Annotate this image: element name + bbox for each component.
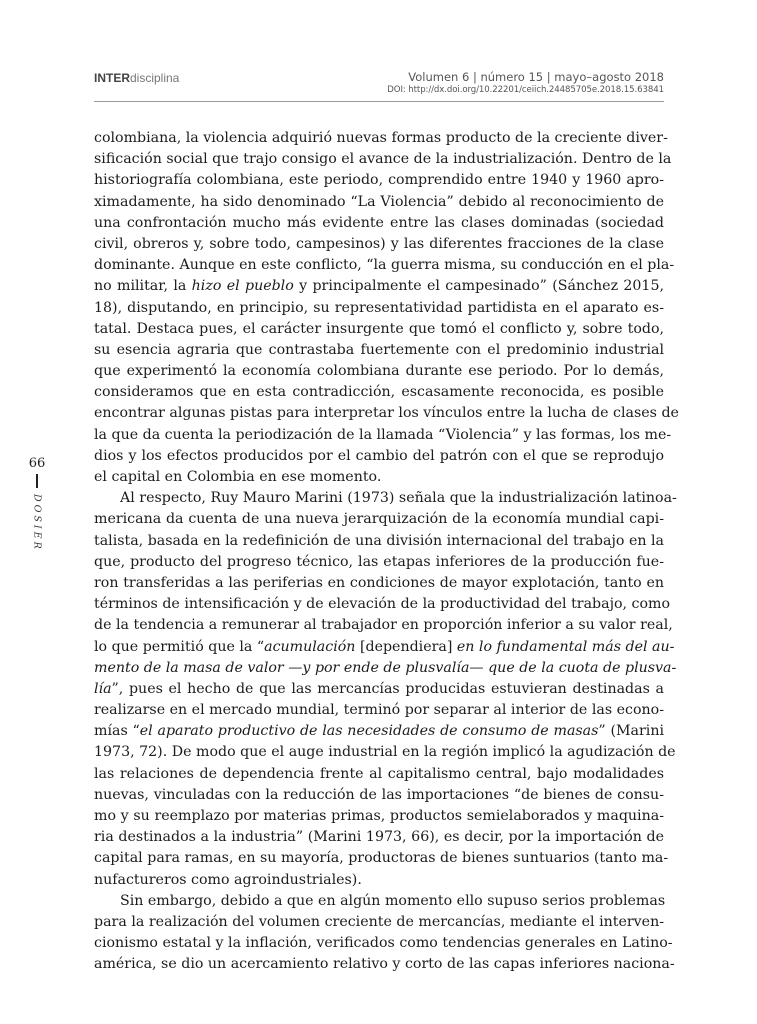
text-line [94, 488, 677, 509]
text-run: sificación social que trajo consigo el avance de la industrialización. Dentro de la [94, 151, 672, 168]
text-run: mías “ [94, 723, 140, 740]
text-run: y principalmente el campesinado” (Sánchez 2015, [293, 278, 664, 295]
text-line [94, 679, 664, 700]
text-line [94, 721, 664, 742]
text-line [94, 403, 679, 424]
text-line [94, 573, 664, 594]
text-run: capital para ramas, en su mayoría, productoras de bienes suntuarios (tanto ma- [94, 850, 669, 867]
text-run: talista, basada en la redefinición de una división internacional del trabajo en la [94, 532, 664, 549]
text-line [94, 870, 664, 891]
text-line [94, 192, 664, 213]
text-run: ria destinados a la industria” (Marini 1973, 66), es decir, por la importación de [94, 829, 664, 846]
text-run: lo que permitió que la “ [94, 638, 265, 655]
italic-text: lía [94, 680, 112, 697]
text-run: las relaciones de dependencia frente al capitalismo central, bajo modalidades [94, 765, 664, 782]
article-body [94, 128, 679, 976]
text-run: 1973, 72). De modo que el auge industrial en la región implicó la agudización de [94, 744, 676, 761]
text-line [94, 594, 671, 615]
text-line [94, 615, 673, 636]
text-run: el capital en Colombia en ese momento. [94, 469, 382, 485]
text-run: su esencia agraria que contrastaba fuertemente con el predominio industrial [94, 341, 664, 358]
margin-bar [36, 474, 38, 488]
text-line [94, 340, 664, 361]
section-label: DOSIER [31, 494, 43, 552]
text-run: dominante. Aunque en este conflicto, “la guerra misma, su conducción en el pla- [94, 257, 675, 274]
page-margin-marker [26, 455, 48, 552]
text-run: 18), disputando, en principio, su representatividad partidista en el aparato es- [94, 299, 664, 316]
text-line [94, 658, 677, 679]
text-line [94, 128, 668, 149]
text-line [94, 764, 664, 785]
text-line [94, 425, 672, 446]
text-line [94, 467, 664, 488]
text-run: nuevas, vinculadas con la reducción de las importaciones “de bienes de consu- [94, 786, 664, 803]
italic-text: el aparato productivo de las necesidades de consumo de masas [139, 723, 599, 740]
text-run: no militar, la [94, 278, 192, 295]
text-run: civil, obreros y, sobre todo, campesinos) y las diferentes fracciones de la clase [94, 235, 664, 252]
text-run: colombiana, la violencia adquirió nuevas formas producto de la creciente diver- [94, 130, 668, 146]
text-run: realizarse en el mercado mundial, terminó por separar al interior de las econo- [94, 702, 664, 719]
text-line [94, 891, 664, 912]
text-line [94, 319, 664, 340]
logo-light-text: disciplina [130, 71, 180, 85]
page-number: 66 [28, 456, 46, 471]
text-run: mo y su reemplazo por materias primas, productos semielaborados y maquina- [94, 808, 664, 824]
issue-meta [387, 70, 664, 97]
text-line [94, 255, 675, 276]
text-run: ” (Marini [598, 723, 664, 740]
text-line [94, 531, 664, 552]
text-run: encontrar algunas pistas para interpretar los vínculos entre la lucha de clases de [94, 405, 679, 422]
text-run: historiografía colombiana, este periodo, comprendido entre 1940 y 1960 apro- [94, 172, 664, 189]
text-line [94, 382, 664, 403]
header-rule [94, 101, 664, 102]
text-run: términos de intensificación y de elevación de la productividad del trabajo, como [94, 596, 671, 613]
text-line [94, 912, 664, 933]
text-line [94, 234, 664, 255]
text-run: ximadamente, ha sido denominado “La Violencia” debido al reconocimiento de [94, 193, 664, 210]
text-run: de la tendencia a remunerar al trabajador en proporción inferior a su valor real, [94, 617, 673, 634]
text-run: ron transferidas a las periferias en condiciones de mayor explotación, tanto en [94, 574, 664, 591]
text-run: cionismo estatal y la inflación, verificados como tendencias generales en Latino- [94, 935, 673, 952]
text-run: [dependiera] [355, 638, 457, 655]
text-line [94, 276, 664, 297]
text-line [94, 213, 664, 234]
text-run: dios y los efectos producidos por el cambio del patrón con el que se reprodujo [94, 447, 664, 464]
text-line [94, 509, 664, 530]
italic-text: hizo el pueblo [191, 278, 294, 295]
text-run: américa, se dio un acercamiento relativo y corto de las capas inferiores naciona- [94, 956, 675, 973]
text-line [94, 170, 664, 191]
text-line [94, 700, 664, 721]
text-run: la que da cuenta la periodización de la llamada “Violencia” y las formas, los me- [94, 426, 672, 443]
running-header [94, 70, 664, 102]
volume-info: Volumen 6 | número 15 | mayo–agosto 2018 [408, 70, 664, 84]
text-line [94, 298, 664, 319]
text-run: ”, pues el hecho de que las mercancías producidas estuvieran destinadas a [111, 680, 664, 697]
text-line [94, 361, 664, 382]
text-run: para la realización del volumen creciente de mercancías, mediante el interven- [94, 913, 664, 930]
italic-text: en lo fundamental más del au- [456, 638, 675, 655]
text-run: que, producto del progreso técnico, las etapas inferiores de la producción fue- [94, 553, 664, 570]
doi-link[interactable]: DOI: http://dx.doi.org/10.22201/ceiich.24485705e.2018.15.63841 [387, 85, 664, 95]
text-line [94, 848, 669, 869]
text-run: una confrontación mucho más evidente entre las clases dominadas (sociedad [94, 214, 664, 231]
text-line [94, 806, 664, 827]
logo-strong-text: INTER [94, 71, 130, 85]
italic-text: mento de la masa de valor —y por ende de plusvalía— que de la cuota de plusva- [94, 659, 677, 676]
text-line [94, 742, 676, 763]
text-line [94, 149, 672, 170]
text-line [94, 827, 664, 848]
text-run: Sin embargo, debido a que en algún momento ello supuso serios problemas [120, 892, 666, 909]
text-line [94, 637, 675, 658]
text-run: que experimentó la economía colombiana durante ese periodo. Por lo demás, [94, 363, 664, 380]
text-line [94, 446, 664, 467]
text-line [94, 785, 664, 806]
text-line [94, 933, 673, 954]
journal-logo [94, 71, 179, 85]
text-run: mericana da cuenta de una nueva jerarquización de la economía mundial capi- [94, 511, 664, 528]
italic-text: acumulación [264, 638, 356, 655]
text-run: consideramos que en esta contradicción, escasamente reconocida, es posible [94, 384, 664, 401]
text-run: nufactureros como agroindustriales). [94, 871, 362, 888]
text-line [94, 954, 675, 975]
text-run: Al respecto, Ruy Mauro Marini (1973) señala que la industrialización latinoa- [120, 490, 677, 507]
text-line [94, 552, 664, 573]
text-run: tatal. Destaca pues, el carácter insurgente que tomó el conflicto y, sobre todo, [94, 320, 664, 337]
